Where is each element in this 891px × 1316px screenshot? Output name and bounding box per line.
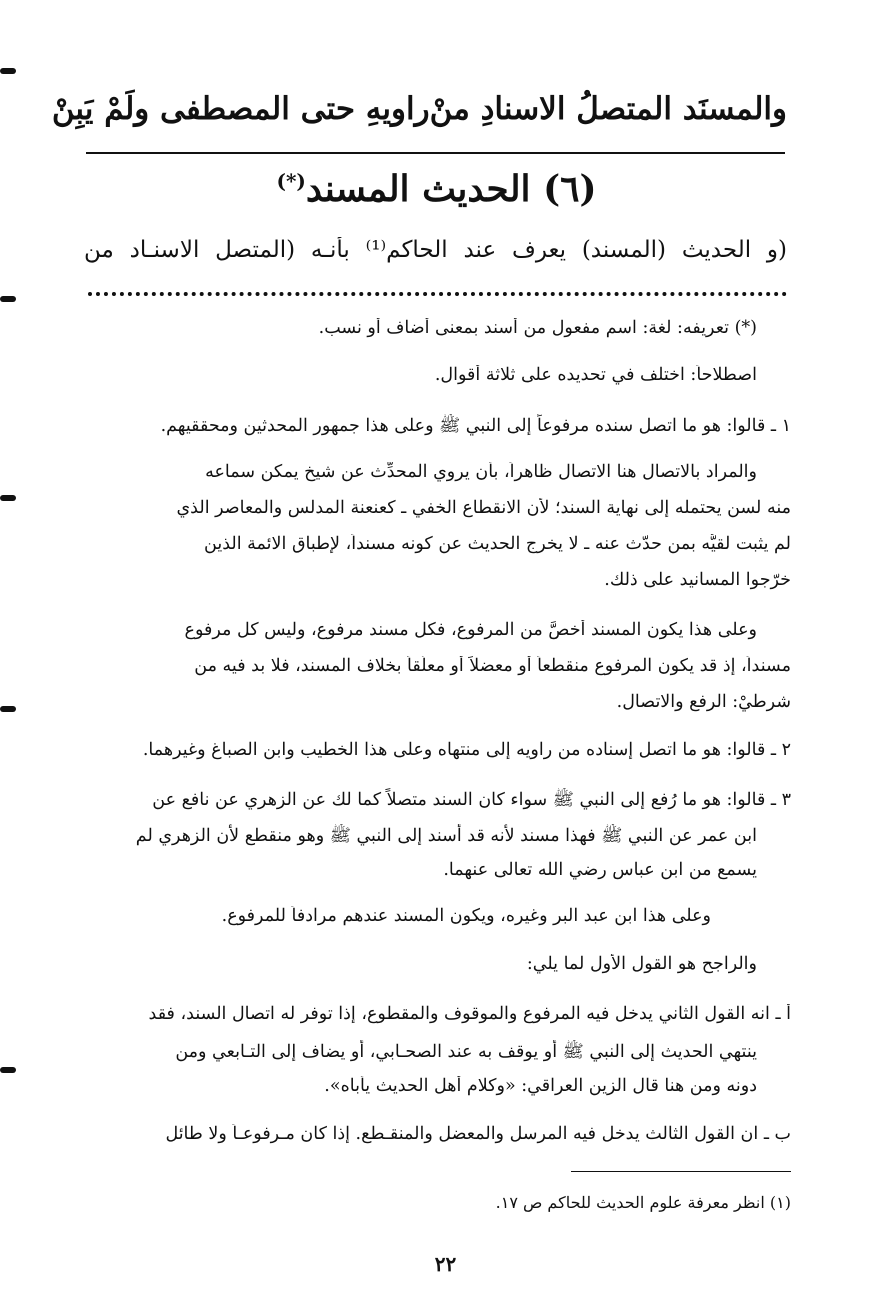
body-line: ب ـ ان القول الثالث يدخل فيه المرسل والمعضل والمنقـطع. إذا كان مـرفوعـاً ولا طائل	[165, 1124, 791, 1144]
body-line: وعلى هذا يكون المسند أخصَّ من المرفوع، فكل مسند مرفوع، وليس كل مرفوع	[184, 620, 757, 640]
section-title	[82, 168, 791, 210]
margin-mark	[0, 68, 16, 74]
verse-hemistich-1: والمسنَد المتصلُ الاسنادِ منْ	[429, 91, 787, 127]
body-line: شرطيْ: الرفع والاتصال.	[616, 692, 791, 712]
section-title-text: (٦) الحديث المسند	[305, 168, 597, 210]
body-line: ينتهي الحديث إلى النبي ﷺ أو يوقف به عند الصحـابي، أو يضاف إلى التـابعي ومن	[175, 1042, 757, 1062]
footnote-marker: (*)	[276, 169, 306, 193]
page-number: ٢٢	[434, 1252, 457, 1276]
dotted-separator	[88, 292, 787, 296]
body-line: والراجح هو القول الأول لما يلي:	[526, 954, 757, 974]
footnote: (١) انظر معرفة علوم الحديث للحاكم ص ١٧.	[495, 1193, 791, 1212]
body-line: أ ـ انه القول الثاني يدخل فيه المرفوع والموقوف والمقطوع، إذا توفر له اتصال السند، فقد	[148, 1004, 791, 1024]
body-line: ٢ ـ قالوا: هو ما اتصل إسناده من راويه إلى منتهاه وعلى هذا الخطيب وابن الصباغ وغيرهما.	[142, 740, 791, 760]
body-line: خرّجوا المسانيد على ذلك.	[604, 570, 791, 590]
body-line: منه لسن يحتمله إلى نهاية السند؛ لأن الانقطاع الخفي ـ كعنعنة المدلس والمعاصر الذي	[176, 498, 791, 518]
body-line: مسنداً، إذ قد يكون المرفوع منقطعاً أو معضلاً أو معلّقاً بخلاف المسند، فلا بد فيه من	[194, 656, 791, 676]
body-line: وعلى هذا ابن عبد البر وغيره، ويكون المسند عندهم مرادفاً للمرفوع.	[221, 906, 711, 926]
body-line: يسمع من ابن عباس رضي الله تعالى عنهما.	[443, 860, 757, 880]
margin-mark	[0, 706, 16, 712]
body-line: والمراد بالاتصال هنا الاتصال ظاهراً، بأن يروي المحدِّث عن شيخ يمكن سماعه	[205, 462, 757, 482]
body-line: (*) تعريفه: لغة: اسم مفعول من أسند بمعنى أضاف أو نسب.	[318, 318, 757, 338]
body-line: اصطلاحاً: اختلف في تحديده على ثلاثة أقوال.	[434, 365, 757, 385]
footnote-rule	[571, 1171, 791, 1172]
body-line: دونه ومن هنا قال الزين العراقي: «وكلام أهل الحديث يأباه».	[324, 1076, 757, 1096]
body-line: لم يثبت لقيُّه بمن حدّث عنه ـ لا يخرج الحديث عن كونه مسنداً، لإطباق الائمة الذين	[204, 534, 791, 554]
margin-mark	[0, 1067, 16, 1073]
margin-mark	[0, 495, 16, 501]
verse-hemistich-2: راويهِ حتى المصطفى ولَمْ يَبِنْ	[51, 91, 430, 127]
intro-line: (و الحديث (المسند) يعرف عند الحاكم⁽¹⁾ بأنـه (المتصل الاسنـاد من	[84, 237, 787, 263]
body-line: ابن عمر عن النبي ﷺ فهذا مسند لأنه قد أسند إلى النبي ﷺ وهو منقطع لأن الزهري لم	[135, 826, 757, 846]
poem-verse	[51, 84, 787, 134]
body-line: ٣ ـ قالوا: هو ما رُفع إلى النبي ﷺ سواء كان السند متصلاً كما لك عن الزهري عن نافع عن	[152, 790, 791, 810]
header-rule	[86, 152, 785, 154]
margin-mark	[0, 296, 16, 302]
body-line: ١ ـ قالوا: هو ما اتصل سنده مرفوعاً إلى النبي ﷺ وعلى هذا جمهور المحدثين ومحققيهم.	[160, 416, 791, 436]
